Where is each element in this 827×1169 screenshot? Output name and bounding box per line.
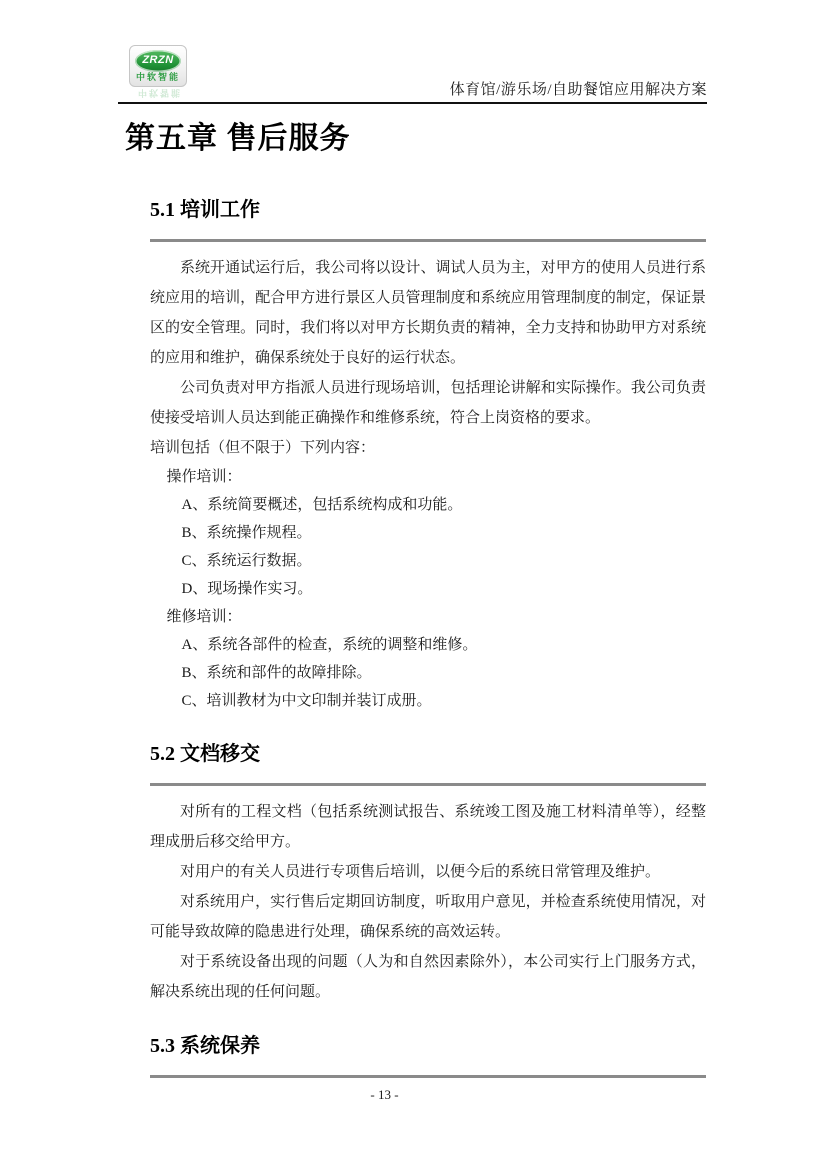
logo-tile (129, 45, 187, 87)
logo-oval-icon (135, 50, 181, 72)
list-item: C、系统运行数据。 (181, 553, 312, 569)
logo-brand-cn: 中软智能 (135, 72, 180, 82)
section-heading: 5.1 培训工作 (150, 199, 260, 221)
page-number: - 13 - (370, 1087, 399, 1102)
paragraph: 对系统用户，实行售后定期回访制度，听取用户意见，并检查系统使用情况，对可能导致故障的隐患进行处理，确保系统的高效运转。 (150, 894, 706, 940)
section-heading: 5.3 系统保养 (150, 1035, 260, 1057)
list-item: D、现场操作实习。 (181, 581, 313, 597)
document-body (150, 198, 706, 1078)
list-item: B、系统和部件的故障排除。 (181, 665, 372, 681)
company-logo (129, 45, 191, 97)
list-item: B、系统操作规程。 (181, 525, 312, 541)
page-header (118, 0, 707, 104)
section (150, 742, 706, 1007)
list-item: A、系统各部件的检查，系统的调整和维修。 (181, 637, 478, 653)
list-label: 维修培训： (166, 609, 242, 625)
list-item: A、系统简要概述，包括系统构成和功能。 (181, 497, 463, 513)
section-rule (150, 783, 706, 786)
section (150, 1034, 706, 1078)
section-rule (150, 1075, 706, 1078)
paragraph: 对所有的工程文档（包括系统测试报告、系统竣工图及施工材料清单等），经整理成册后移交给甲方。 (150, 804, 706, 850)
list-item: C、培训教材为中文印制并装订成册。 (181, 693, 432, 709)
list-label: 操作培训： (166, 469, 242, 485)
paragraph: 对于系统设备出现的问题（人为和自然因素除外），本公司实行上门服务方式，解决系统出现的任何问题。 (150, 954, 706, 1000)
section (150, 198, 706, 715)
paragraph: 公司负责对甲方指派人员进行现场培训，包括理论讲解和实际操作。我公司负责使接受培训人员达到能正确操作和维修系统，符合上岗资格的要求。 (150, 380, 706, 426)
header-doc-title: 体育馆/游乐场/自助餐馆应用解决方案 (449, 82, 707, 98)
paragraph: 培训包括（但不限于）下列内容： (150, 440, 376, 456)
paragraph: 对用户的有关人员进行专项售后培训，以便今后的系统日常管理及维护。 (180, 864, 661, 880)
logo-brand-text: ZRZN (142, 53, 174, 66)
section-heading: 5.2 文档移交 (150, 743, 260, 765)
page-footer (0, 1087, 769, 1103)
chapter-title: 第五章 售后服务 (125, 122, 351, 155)
logo-reflection: 中软智能 (137, 88, 182, 98)
paragraph: 系统开通试运行后，我公司将以设计、调试人员为主，对甲方的使用人员进行系统应用的培训，配合甲方进行景区人员管理制度和系统应用管理制度的制定，保证景区的安全管理。同时，我们将以对甲方长期负责的精神，全力支持和协助甲方对系统的应用和维护，确保系统处于良好的运行状态。 (150, 260, 706, 366)
section-rule (150, 239, 706, 242)
